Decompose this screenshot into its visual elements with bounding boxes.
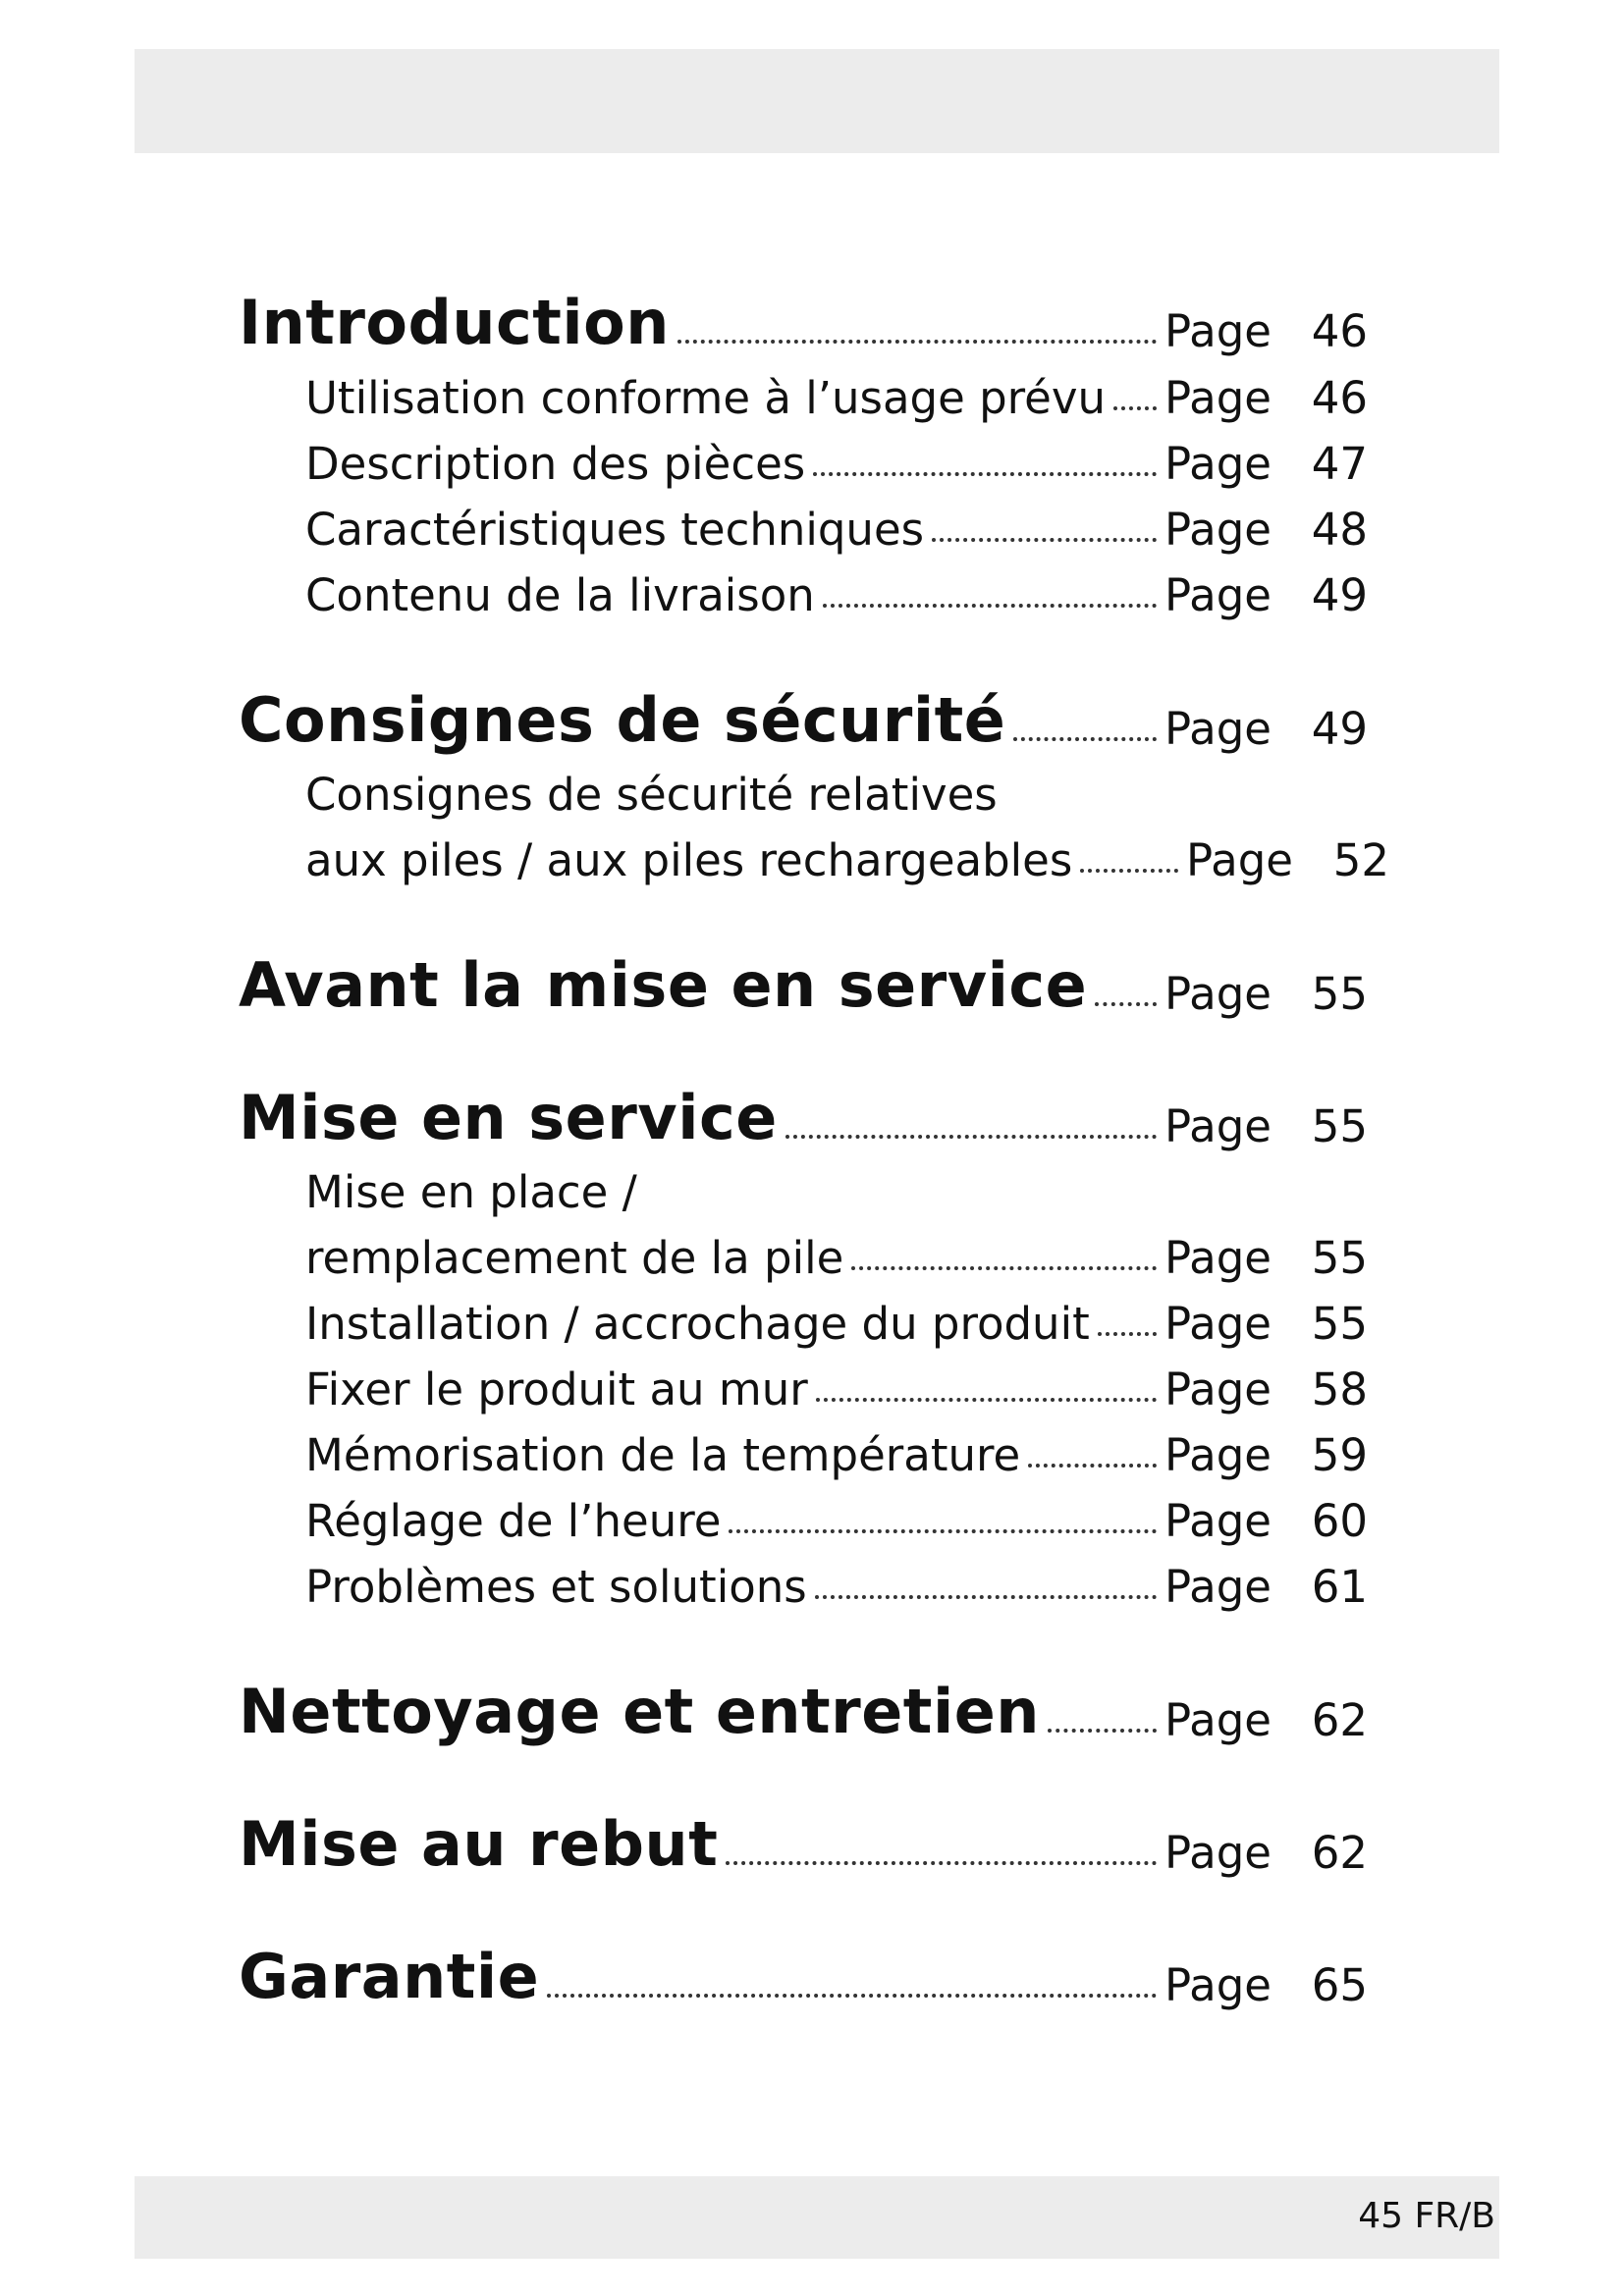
toc-item-label: Fixer le produit au mur [305, 1363, 808, 1415]
dot-leader [851, 1266, 1157, 1270]
page-word: Page [1164, 1232, 1272, 1284]
dot-leader [815, 1595, 1157, 1599]
page-number: 55 [1311, 1298, 1368, 1350]
toc-heading-label: Nettoyage et entretien [239, 1676, 1040, 1747]
page-number: 61 [1311, 1561, 1368, 1613]
toc-item[interactable] [305, 1343, 1368, 1415]
toc-item[interactable] [305, 1540, 1368, 1613]
toc-item[interactable] [305, 351, 1368, 424]
toc-item-label: Utilisation conforme à l’usage prévu [305, 372, 1107, 424]
toc-item-label: Contenu de la livraison [305, 569, 815, 621]
page-word: Page [1164, 372, 1272, 424]
dot-leader [726, 1861, 1157, 1865]
page-number: 46 [1311, 372, 1368, 424]
toc-item-label: remplacement de la pile [305, 1232, 844, 1284]
toc-item-label: Consignes de sécurité relatives [305, 769, 998, 821]
page-word: Page [1186, 834, 1293, 886]
toc-item[interactable] [305, 1409, 1368, 1481]
footer-page-label: 45 FR/B [1358, 2196, 1495, 2236]
toc-heading-label: Mise en service [239, 1082, 778, 1153]
page-number: 65 [1311, 1959, 1368, 2011]
page-number: 49 [1311, 703, 1368, 755]
toc-heading-avant[interactable] [239, 947, 1368, 1021]
toc-item[interactable] [305, 483, 1368, 556]
toc-item-label: Installation / accrochage du produit [305, 1298, 1090, 1350]
page-number: 60 [1311, 1495, 1368, 1547]
dot-leader [1028, 1464, 1157, 1468]
dot-leader [1048, 1729, 1157, 1733]
dot-leader [813, 472, 1157, 476]
toc-heading-garantie[interactable] [239, 1939, 1368, 2012]
footer-band [135, 2176, 1499, 2259]
toc-heading-label: Garantie [239, 1941, 540, 2012]
toc-item-label: aux piles / aux piles rechargeables [305, 834, 1073, 886]
dot-leader [1013, 737, 1157, 741]
page-number: 49 [1311, 569, 1368, 621]
page-word: Page [1164, 1429, 1272, 1481]
page-number: 55 [1311, 968, 1368, 1020]
page-word: Page [1164, 569, 1272, 621]
page-number: 58 [1311, 1363, 1368, 1415]
page-word: Page [1164, 1959, 1272, 2011]
toc-heading-introduction[interactable] [239, 285, 1368, 358]
dot-leader [1113, 406, 1157, 410]
page-word: Page [1164, 703, 1272, 755]
toc-item-label: Réglage de l’heure [305, 1495, 722, 1547]
toc-item-label: Mémorisation de la température [305, 1429, 1021, 1481]
toc-item-label: Mise en place / [305, 1166, 637, 1218]
page-word: Page [1164, 438, 1272, 490]
toc-item-label: Description des pièces [305, 438, 806, 490]
page-number: 59 [1311, 1429, 1368, 1481]
header-band [135, 49, 1499, 153]
page-word: Page [1164, 1363, 1272, 1415]
toc-heading-mise-en-service[interactable] [239, 1080, 1368, 1153]
page-number: 62 [1311, 1827, 1368, 1879]
dot-leader [1095, 1002, 1157, 1006]
dot-leader [932, 538, 1157, 542]
page-word: Page [1164, 1561, 1272, 1613]
page-number: 47 [1311, 438, 1368, 490]
dot-leader [816, 1398, 1157, 1402]
page-number: 48 [1311, 504, 1368, 556]
page-number: 52 [1332, 834, 1389, 886]
dot-leader [729, 1529, 1157, 1533]
toc-heading-rebut[interactable] [239, 1806, 1368, 1880]
toc-item[interactable] [305, 417, 1368, 490]
page-word: Page [1164, 504, 1272, 556]
page-number: 55 [1311, 1232, 1368, 1284]
dot-leader [1080, 869, 1178, 873]
toc-heading-nettoyage[interactable] [239, 1674, 1368, 1747]
toc-heading-label: Consignes de sécurité [239, 684, 1006, 756]
page-word: Page [1164, 1298, 1272, 1350]
dot-leader [1098, 1332, 1157, 1336]
toc-item[interactable] [305, 1211, 1368, 1284]
toc-item-label: Problèmes et solutions [305, 1561, 807, 1613]
toc-heading-label: Avant la mise en service [239, 949, 1088, 1021]
page-word: Page [1164, 1495, 1272, 1547]
toc-item-label: Caractéristiques techniques [305, 504, 925, 556]
page-number: 55 [1311, 1100, 1368, 1152]
page-word: Page [1164, 1100, 1272, 1152]
page-word: Page [1164, 968, 1272, 1020]
toc-item[interactable] [305, 549, 1368, 621]
page-number: 46 [1311, 305, 1368, 357]
toc-heading-label: Introduction [239, 287, 670, 358]
page-number: 62 [1311, 1694, 1368, 1746]
toc-item-line[interactable] [305, 1146, 1368, 1218]
toc-item[interactable] [305, 814, 1389, 886]
page-word: Page [1164, 1827, 1272, 1879]
toc-heading-consignes[interactable] [239, 682, 1368, 756]
dot-leader [547, 1994, 1157, 1998]
dot-leader [785, 1135, 1157, 1139]
dot-leader [823, 604, 1157, 608]
toc-item-line[interactable] [305, 748, 1368, 821]
page-word: Page [1164, 1694, 1272, 1746]
toc-heading-label: Mise au rebut [239, 1808, 719, 1880]
page-word: Page [1164, 305, 1272, 357]
dot-leader [677, 340, 1157, 344]
toc-item[interactable] [305, 1277, 1368, 1350]
toc-item[interactable] [305, 1474, 1368, 1547]
